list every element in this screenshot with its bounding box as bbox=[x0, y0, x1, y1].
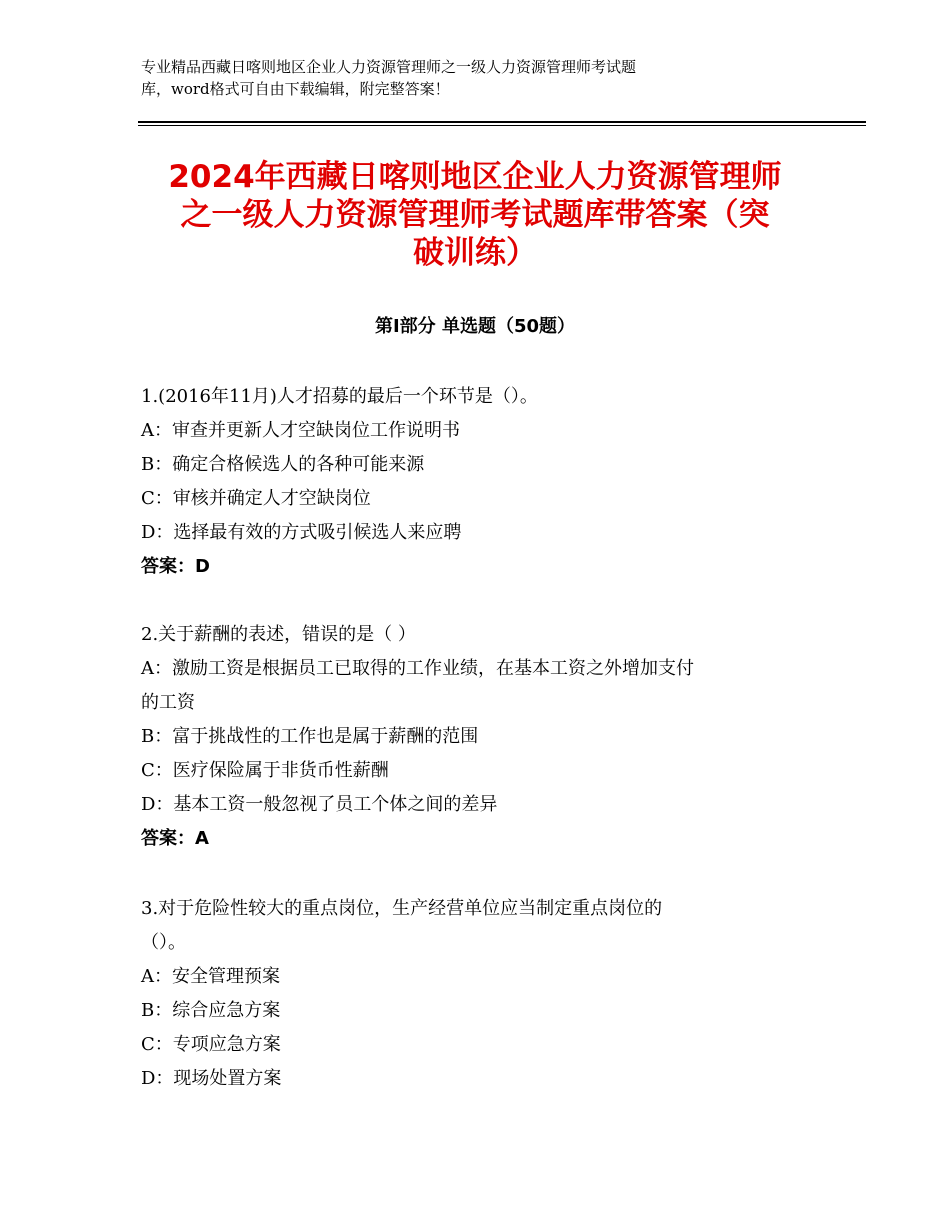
question-option: D：基本工资一般忽视了员工个体之间的差异 bbox=[141, 794, 498, 815]
title-line: 破训练） bbox=[413, 235, 537, 271]
document-title bbox=[120, 158, 830, 272]
question-stem: 2.关于薪酬的表述，错误的是（ ） bbox=[141, 624, 416, 645]
question-stem: 3.对于危险性较大的重点岗位，生产经营单位应当制定重点岗位的 bbox=[141, 898, 663, 919]
title-line: 之一级人力资源管理师考试题库带答案（突 bbox=[180, 197, 770, 233]
question-option: C：审核并确定人才空缺岗位 bbox=[141, 488, 371, 509]
question-answer: 答案：D bbox=[141, 556, 210, 577]
section-heading: 第Ⅰ部分 单选题（50题） bbox=[374, 316, 575, 337]
question-option: D：现场处置方案 bbox=[141, 1068, 282, 1089]
question-option: 的工资 bbox=[141, 692, 195, 713]
question-option: A：安全管理预案 bbox=[141, 966, 280, 987]
header-note-line: 库，word格式可自由下载编辑，附完整答案！ bbox=[141, 80, 450, 98]
question-option: B：综合应急方案 bbox=[141, 1000, 281, 1021]
header-divider bbox=[138, 121, 866, 123]
question-answer: 答案：A bbox=[141, 828, 209, 849]
header-divider bbox=[138, 125, 866, 126]
question-option: A：审查并更新人才空缺岗位工作说明书 bbox=[141, 420, 460, 441]
header-note bbox=[141, 56, 841, 100]
question-option: A：激励工资是根据员工已取得的工作业绩，在基本工资之外增加支付 bbox=[141, 658, 694, 679]
question-option: C：医疗保险属于非货币性薪酬 bbox=[141, 760, 389, 781]
title-line: 2024年西藏日喀则地区企业人力资源管理师 bbox=[168, 159, 782, 195]
question-option: B：富于挑战性的工作也是属于薪酬的范围 bbox=[141, 726, 479, 747]
question-stem: （）。 bbox=[141, 932, 186, 953]
question-option: C：专项应急方案 bbox=[141, 1034, 281, 1055]
question-stem: 1.(2016年11月)人才招募的最后一个环节是（）。 bbox=[141, 386, 538, 407]
header-note-line: 专业精品西藏日喀则地区企业人力资源管理师之一级人力资源管理师考试题 bbox=[141, 58, 637, 76]
question-option: B：确定合格候选人的各种可能来源 bbox=[141, 454, 425, 475]
question-option: D：选择最有效的方式吸引候选人来应聘 bbox=[141, 522, 462, 543]
